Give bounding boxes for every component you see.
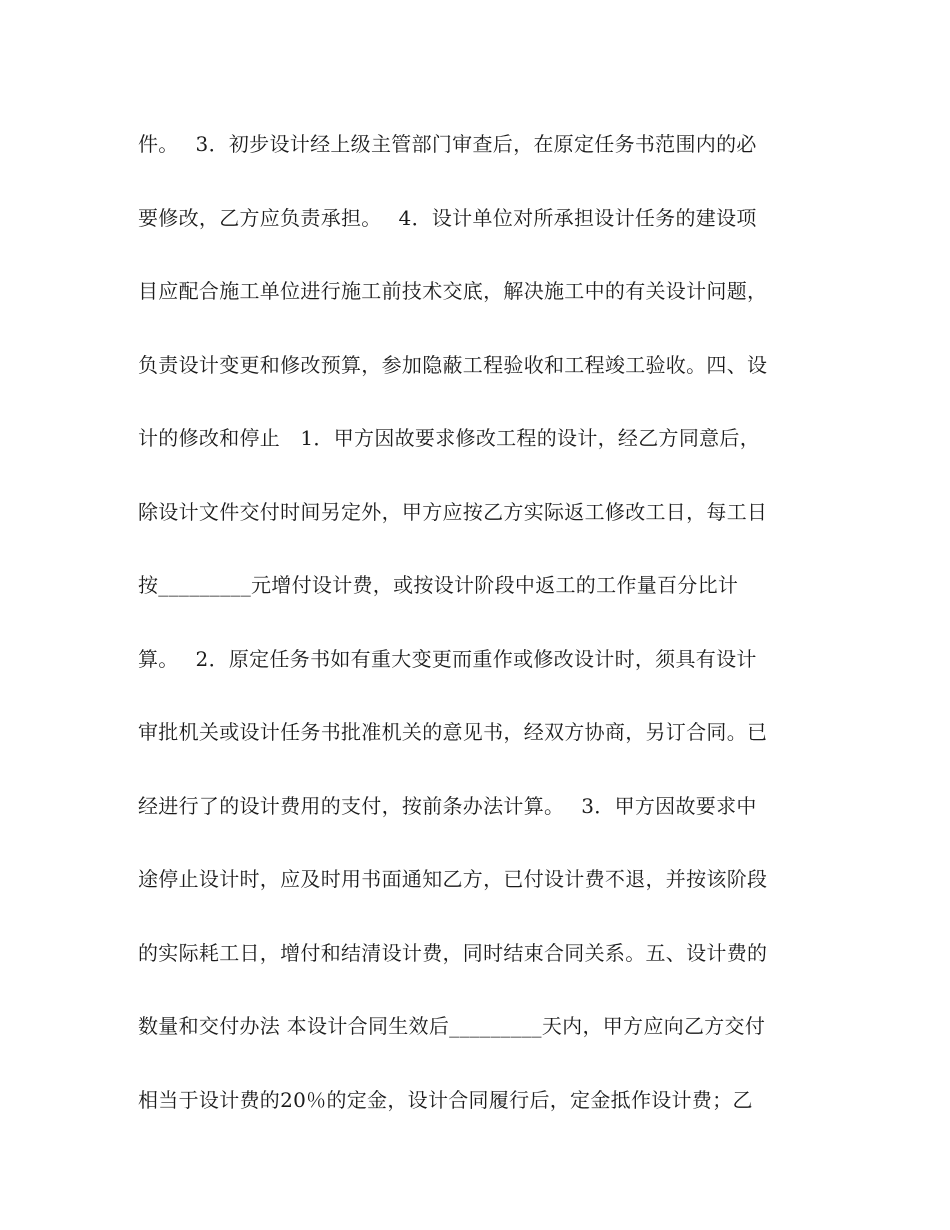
text-line-13: 数量和交付办法 本设计合同生效后_________天内，甲方应向乙方交付 [138,1014,766,1038]
text-line-1: 件。 3．初步设计经上级主管部门审查后，在原定任务书范围内的必 [138,132,757,156]
text-line-5: 计的修改和停止 1．甲方因故要求修改工程的设计，经乙方同意后， [138,426,761,450]
contract-body-text [138,120,828,1149]
text-line-14: 相当于设计费的20％的定金，设计合同履行后，定金抵作设计费；乙 [138,1087,753,1112]
text-line-12: 的实际耗工日，增付和结清设计费，同时结束合同关系。五、设计费的 [138,940,768,965]
text-line-4: 负责设计变更和修改预算，参加隐蔽工程验收和工程竣工验收。四、设 [138,352,768,377]
text-line-11: 途停止设计时，应及时用书面通知乙方，已付设计费不退，并按该阶段 [138,867,768,891]
text-line-8: 算。 2．原定任务书如有重大变更而重作或修改设计时，须具有设计 [138,646,757,671]
text-line-9: 审批机关或设计任务书批准机关的意见书，经双方协商，另订合同。已 [138,720,768,744]
text-line-3: 目应配合施工单位进行施工前技术交底，解决施工中的有关设计问题， [138,279,768,303]
text-line-7: 按_________元增付设计费，或按设计阶段中返工的工作量百分比计 [138,573,739,597]
text-line-10: 经进行了的设计费用的支付，按前条办法计算。 3．甲方因故要求中 [138,793,757,818]
text-line-6: 除设计文件交付时间另定外，甲方应按乙方实际返工修改工日，每工日 [138,499,768,524]
text-line-2: 要修改，乙方应负责承担。 4．设计单位对所承担设计任务的建设项 [138,205,757,230]
